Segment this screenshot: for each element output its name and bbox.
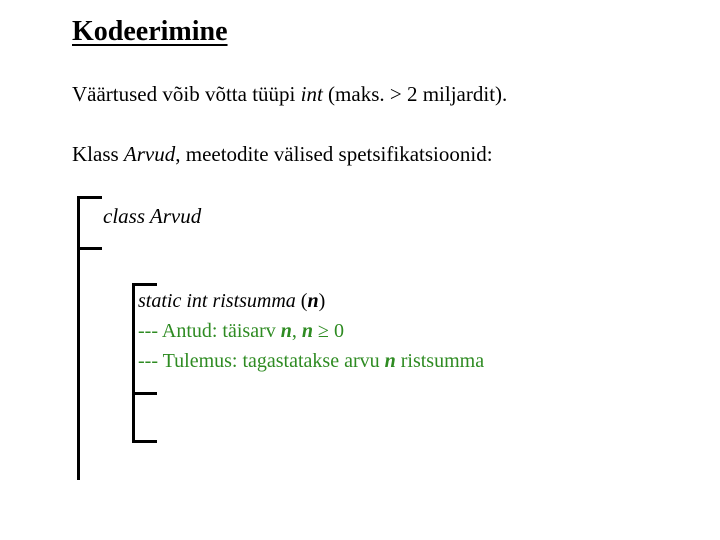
postcondition-line (138, 350, 484, 373)
precondition-var-2: n (301, 320, 313, 342)
precondition-value: 0 (333, 320, 344, 342)
method-paren-open: ( (295, 290, 308, 312)
class-intro-text-start: Klass (72, 142, 124, 166)
precondition-operator: ≥ (313, 320, 334, 342)
int-range-text (72, 82, 507, 107)
class-declaration: class Arvud (103, 204, 202, 228)
postcondition-var: n (384, 350, 396, 372)
method-bracket-vertical (132, 283, 135, 443)
postcondition-suffix: ristsumma (395, 350, 485, 372)
precondition-var-1: n (280, 320, 292, 342)
class-intro-text (72, 142, 493, 167)
postcondition-prefix: --- Tulemus: tagastatakse arvu (138, 350, 385, 372)
precondition-line (138, 320, 344, 343)
int-type-term: int (300, 82, 323, 106)
class-bracket-top-tick (77, 196, 102, 199)
class-bracket-vertical (77, 196, 80, 480)
class-bracket-mid-tick (77, 247, 102, 250)
class-intro-text-end: , meetodite välised spetsifikatsioonid: (175, 142, 493, 166)
int-range-text-end: (maks. > 2 miljardit). (322, 82, 508, 106)
precondition-prefix: --- Antud: täisarv (138, 320, 281, 342)
class-name-term: Arvud (123, 142, 176, 166)
method-signature-text: static int ristsumma (138, 290, 296, 312)
method-signature (138, 290, 325, 313)
method-param: n (307, 290, 319, 312)
method-paren-close: ) (318, 290, 326, 312)
precondition-separator: , (291, 320, 302, 342)
slide-title: Kodeerimine (72, 16, 228, 47)
int-range-text-start: Väärtused võib võtta tüüpi (72, 82, 301, 106)
method-bracket-bottom-tick (132, 440, 157, 443)
method-bracket-top-tick (132, 283, 157, 286)
method-bracket-mid-tick (132, 392, 157, 395)
